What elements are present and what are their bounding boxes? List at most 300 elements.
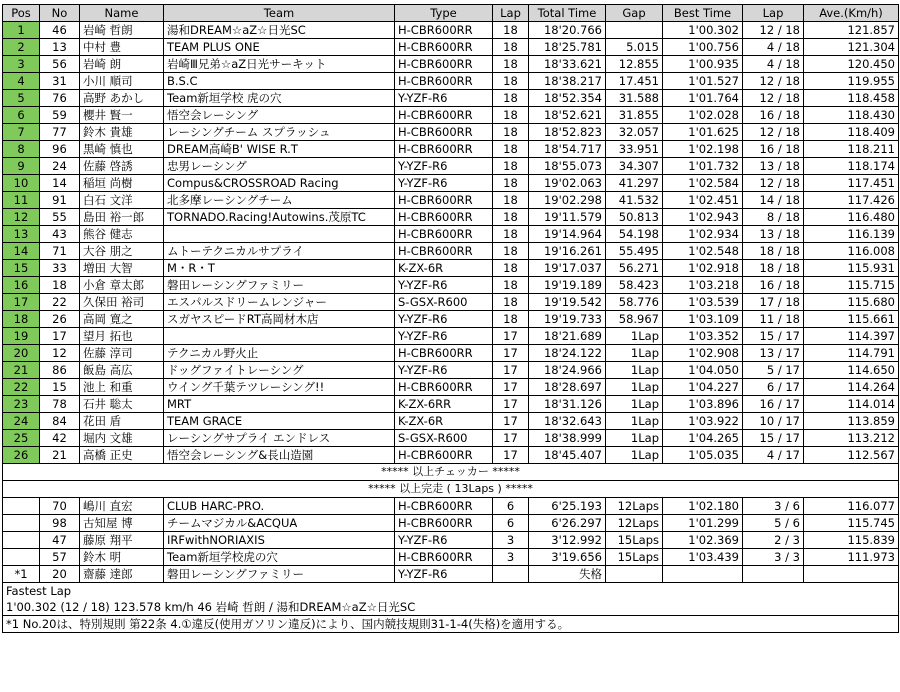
best-time: 1'02.908 <box>663 345 743 362</box>
best-lap: 13 / 18 <box>743 226 804 243</box>
average-speed: 115.661 <box>804 311 899 328</box>
machine-type: Y-YZF-R6 <box>395 175 493 192</box>
pos-cell: 13 <box>3 226 40 243</box>
team-name: 忠男レーシング <box>164 158 395 175</box>
total-time: 18'21.689 <box>529 328 606 345</box>
number-cell: 96 <box>40 141 80 158</box>
lap-count: 18 <box>493 158 529 175</box>
average-speed <box>804 566 899 583</box>
number-cell: 71 <box>40 243 80 260</box>
gap: 50.813 <box>606 209 663 226</box>
team-name: CLUB HARC-PRO. <box>164 498 395 515</box>
best-lap: 12 / 18 <box>743 73 804 90</box>
lap-count: 18 <box>493 226 529 243</box>
best-time: 1'05.035 <box>663 447 743 464</box>
best-time: 1'03.439 <box>663 549 743 566</box>
best-time: 1'02.198 <box>663 141 743 158</box>
machine-type: H-CBR600RR <box>395 141 493 158</box>
pos-cell: 18 <box>3 311 40 328</box>
machine-type: K-ZX-6RR <box>395 396 493 413</box>
average-speed: 117.426 <box>804 192 899 209</box>
average-speed: 116.139 <box>804 226 899 243</box>
table-row <box>3 56 899 73</box>
gap: 15Laps <box>606 532 663 549</box>
gap: 1Lap <box>606 379 663 396</box>
average-speed: 116.480 <box>804 209 899 226</box>
header-row <box>3 5 899 22</box>
pos-cell: 26 <box>3 447 40 464</box>
average-speed: 118.458 <box>804 90 899 107</box>
gap: 1Lap <box>606 447 663 464</box>
rider-name: 高橋 正史 <box>80 447 164 464</box>
best-time: 1'01.299 <box>663 515 743 532</box>
best-time: 1'04.227 <box>663 379 743 396</box>
rider-name: 黒崎 慎也 <box>80 141 164 158</box>
machine-type: H-CBR600RR <box>395 56 493 73</box>
table-row <box>3 311 899 328</box>
average-speed: 114.791 <box>804 345 899 362</box>
number-cell: 17 <box>40 328 80 345</box>
best-lap: 6 / 17 <box>743 379 804 396</box>
rider-name: 小川 順司 <box>80 73 164 90</box>
number-cell: 98 <box>40 515 80 532</box>
best-lap: 18 / 18 <box>743 260 804 277</box>
average-speed: 111.973 <box>804 549 899 566</box>
pos-cell: 5 <box>3 90 40 107</box>
pos-cell: *1 <box>3 566 40 583</box>
table-row <box>3 158 899 175</box>
gap: 1Lap <box>606 328 663 345</box>
number-cell: 42 <box>40 430 80 447</box>
machine-type: H-CBR600RR <box>395 243 493 260</box>
lap-count: 18 <box>493 39 529 56</box>
table-row <box>3 192 899 209</box>
machine-type: K-ZX-6R <box>395 260 493 277</box>
team-name: ムトーテクニカルサプライ <box>164 243 395 260</box>
best-time: 1'00.302 <box>663 22 743 39</box>
team-name: ドッグファイトレーシング <box>164 362 395 379</box>
rider-name: 小倉 章太郎 <box>80 277 164 294</box>
gap: 17.451 <box>606 73 663 90</box>
average-speed: 114.014 <box>804 396 899 413</box>
gap: 12.855 <box>606 56 663 73</box>
best-lap: 17 / 18 <box>743 294 804 311</box>
machine-type: H-CBR600RR <box>395 447 493 464</box>
pos-cell: 17 <box>3 294 40 311</box>
pos-cell: 20 <box>3 345 40 362</box>
best-time: 1'01.732 <box>663 158 743 175</box>
best-time: 1'00.935 <box>663 56 743 73</box>
lap-count: 18 <box>493 107 529 124</box>
best-time: 1'04.265 <box>663 430 743 447</box>
gap: 1Lap <box>606 345 663 362</box>
col-average-speed: Ave.(Km/h) <box>804 5 899 22</box>
team-name: M・R・T <box>164 260 395 277</box>
lap-count: 18 <box>493 260 529 277</box>
lap-count: 3 <box>493 549 529 566</box>
best-lap: 16 / 18 <box>743 141 804 158</box>
rider-name: 高野 あかし <box>80 90 164 107</box>
average-speed: 112.567 <box>804 447 899 464</box>
table-row <box>3 549 899 566</box>
pos-cell: 16 <box>3 277 40 294</box>
table-row <box>3 413 899 430</box>
total-time: 18'33.621 <box>529 56 606 73</box>
table-row <box>3 90 899 107</box>
pos-cell: 10 <box>3 175 40 192</box>
total-time: 19'02.063 <box>529 175 606 192</box>
average-speed: 113.212 <box>804 430 899 447</box>
table-row <box>3 566 899 583</box>
table-row <box>3 209 899 226</box>
number-cell: 84 <box>40 413 80 430</box>
total-time: 18'24.966 <box>529 362 606 379</box>
number-cell: 33 <box>40 260 80 277</box>
total-time: 6'26.297 <box>529 515 606 532</box>
table-row <box>3 175 899 192</box>
rider-name: 望月 拓也 <box>80 328 164 345</box>
team-name: 湯和DREAM☆aZ☆日光SC <box>164 22 395 39</box>
total-time: 19'16.261 <box>529 243 606 260</box>
gap: 15Laps <box>606 549 663 566</box>
average-speed: 114.650 <box>804 362 899 379</box>
best-time: 1'03.218 <box>663 277 743 294</box>
pos-cell: 23 <box>3 396 40 413</box>
total-time: 18'28.697 <box>529 379 606 396</box>
best-time <box>663 566 743 583</box>
lap-count: 17 <box>493 430 529 447</box>
average-speed: 116.077 <box>804 498 899 515</box>
table-row <box>3 22 899 39</box>
gap: 12Laps <box>606 498 663 515</box>
lap-count: 18 <box>493 175 529 192</box>
rider-name: 増田 大智 <box>80 260 164 277</box>
lap-count: 18 <box>493 243 529 260</box>
col-total-time: Total Time <box>529 5 606 22</box>
footnote-row <box>3 616 899 633</box>
total-time: 18'38.217 <box>529 73 606 90</box>
gap: 32.057 <box>606 124 663 141</box>
lap-count: 17 <box>493 396 529 413</box>
rider-name: 堀内 文雄 <box>80 430 164 447</box>
lap-count: 17 <box>493 362 529 379</box>
number-cell: 21 <box>40 447 80 464</box>
total-time: 19'14.964 <box>529 226 606 243</box>
pos-cell: 15 <box>3 260 40 277</box>
table-row <box>3 447 899 464</box>
checker-row <box>3 464 899 481</box>
team-name: TEAM PLUS ONE <box>164 39 395 56</box>
gap: 1Lap <box>606 413 663 430</box>
pos-cell <box>3 532 40 549</box>
gap: 33.951 <box>606 141 663 158</box>
average-speed: 118.211 <box>804 141 899 158</box>
best-lap: 16 / 18 <box>743 107 804 124</box>
rider-name: 岩崎 哲朗 <box>80 22 164 39</box>
rider-name: 鈴木 貴雄 <box>80 124 164 141</box>
machine-type: H-CBR600RR <box>395 107 493 124</box>
average-speed: 118.409 <box>804 124 899 141</box>
machine-type: Y-YZF-R6 <box>395 90 493 107</box>
best-time: 1'03.352 <box>663 328 743 345</box>
gap: 12Laps <box>606 515 663 532</box>
average-speed: 114.397 <box>804 328 899 345</box>
machine-type: Y-YZF-R6 <box>395 277 493 294</box>
rider-name: 飯島 高広 <box>80 362 164 379</box>
total-time: 18'32.643 <box>529 413 606 430</box>
rider-name: 池上 和重 <box>80 379 164 396</box>
total-time: 6'25.193 <box>529 498 606 515</box>
team-name: TORNADO.Racing!Autowins.茂原TC <box>164 209 395 226</box>
best-time: 1'02.451 <box>663 192 743 209</box>
machine-type: H-CBR600RR <box>395 39 493 56</box>
number-cell: 47 <box>40 532 80 549</box>
best-time: 1'03.109 <box>663 311 743 328</box>
best-time: 1'01.527 <box>663 73 743 90</box>
col-lap: Lap <box>493 5 529 22</box>
machine-type: Y-YZF-R6 <box>395 532 493 549</box>
pos-cell <box>3 498 40 515</box>
rider-name: 熊谷 健志 <box>80 226 164 243</box>
fastest-lap-text: 1'00.302 (12 / 18) 123.578 km/h 46 岩崎 哲朗 / 湯和DREAM☆aZ☆日光SC <box>3 599 899 616</box>
number-cell: 20 <box>40 566 80 583</box>
best-time: 1'01.625 <box>663 124 743 141</box>
best-lap: 18 / 18 <box>743 243 804 260</box>
lap-count: 17 <box>493 345 529 362</box>
lap-count: 17 <box>493 328 529 345</box>
fastest-lap-label: Fastest Lap <box>3 583 899 600</box>
number-cell: 59 <box>40 107 80 124</box>
best-lap: 2 / 3 <box>743 532 804 549</box>
number-cell: 18 <box>40 277 80 294</box>
average-speed: 115.745 <box>804 515 899 532</box>
team-name: 北多摩レーシングチーム <box>164 192 395 209</box>
average-speed: 115.931 <box>804 260 899 277</box>
table-row <box>3 498 899 515</box>
number-cell: 13 <box>40 39 80 56</box>
machine-type: H-CBR600RR <box>395 498 493 515</box>
lap-count: 18 <box>493 192 529 209</box>
team-name: 悟空会レーシング <box>164 107 395 124</box>
number-cell: 24 <box>40 158 80 175</box>
average-speed: 121.857 <box>804 22 899 39</box>
table-row <box>3 107 899 124</box>
lap-count: 17 <box>493 447 529 464</box>
separator-lines <box>3 464 899 498</box>
rider-name: 白石 文洋 <box>80 192 164 209</box>
machine-type: Y-YZF-R6 <box>395 158 493 175</box>
finish-line: ***** 以上完走 ( 13Laps ) ***** <box>3 481 899 498</box>
gap: 58.967 <box>606 311 663 328</box>
team-name: レーシングサプライ エンドレス <box>164 430 395 447</box>
average-speed: 121.304 <box>804 39 899 56</box>
team-name: 磐田レーシングファミリー <box>164 277 395 294</box>
number-cell: 86 <box>40 362 80 379</box>
team-name: Team新垣学校虎の穴 <box>164 549 395 566</box>
best-time: 1'00.756 <box>663 39 743 56</box>
total-time: 18'55.073 <box>529 158 606 175</box>
number-cell: 70 <box>40 498 80 515</box>
number-cell: 31 <box>40 73 80 90</box>
team-name: 悟空会レーシング&長山造園 <box>164 447 395 464</box>
rider-name: 古知屋 博 <box>80 515 164 532</box>
lap-count: 18 <box>493 141 529 158</box>
number-cell: 22 <box>40 294 80 311</box>
table-row <box>3 141 899 158</box>
best-lap: 13 / 18 <box>743 158 804 175</box>
best-lap <box>743 566 804 583</box>
rider-name: 藤原 翔平 <box>80 532 164 549</box>
total-time: 失格 <box>529 566 606 583</box>
average-speed: 118.430 <box>804 107 899 124</box>
average-speed: 120.450 <box>804 56 899 73</box>
lap-count: 18 <box>493 277 529 294</box>
pos-cell: 1 <box>3 22 40 39</box>
pos-cell: 12 <box>3 209 40 226</box>
machine-type: H-CBR600RR <box>395 192 493 209</box>
average-speed: 115.680 <box>804 294 899 311</box>
total-time: 19'19.733 <box>529 311 606 328</box>
average-speed: 114.264 <box>804 379 899 396</box>
table-row <box>3 277 899 294</box>
average-speed: 119.955 <box>804 73 899 90</box>
best-lap: 11 / 18 <box>743 311 804 328</box>
machine-type: S-GSX-R600 <box>395 430 493 447</box>
pos-cell: 9 <box>3 158 40 175</box>
fastest-lap-row <box>3 599 899 616</box>
rider-name: 佐藤 淳司 <box>80 345 164 362</box>
rider-name: 花田 盾 <box>80 413 164 430</box>
table-row <box>3 39 899 56</box>
table-row <box>3 515 899 532</box>
table-row <box>3 379 899 396</box>
total-time: 18'24.122 <box>529 345 606 362</box>
gap: 41.297 <box>606 175 663 192</box>
best-lap: 12 / 18 <box>743 90 804 107</box>
best-lap: 15 / 17 <box>743 430 804 447</box>
rider-name: 中村 豊 <box>80 39 164 56</box>
best-time: 1'03.896 <box>663 396 743 413</box>
pos-cell: 3 <box>3 56 40 73</box>
col-team: Team <box>164 5 395 22</box>
table-row <box>3 124 899 141</box>
average-speed: 118.174 <box>804 158 899 175</box>
number-cell: 12 <box>40 345 80 362</box>
lap-count: 6 <box>493 515 529 532</box>
table-row <box>3 362 899 379</box>
col-gap: Gap <box>606 5 663 22</box>
fastest-lap-label-row <box>3 583 899 600</box>
lap-count: 18 <box>493 56 529 73</box>
number-cell: 57 <box>40 549 80 566</box>
best-time: 1'02.584 <box>663 175 743 192</box>
best-time: 1'04.050 <box>663 362 743 379</box>
best-time: 1'03.922 <box>663 413 743 430</box>
average-speed: 115.715 <box>804 277 899 294</box>
team-name: チームマジカル&ACQUA <box>164 515 395 532</box>
total-time: 18'25.781 <box>529 39 606 56</box>
machine-type: Y-YZF-R6 <box>395 328 493 345</box>
number-cell: 43 <box>40 226 80 243</box>
best-lap: 13 / 17 <box>743 345 804 362</box>
pos-cell: 22 <box>3 379 40 396</box>
pos-cell: 8 <box>3 141 40 158</box>
table-row <box>3 73 899 90</box>
total-time: 19'11.579 <box>529 209 606 226</box>
best-time: 1'02.918 <box>663 260 743 277</box>
team-name: スガヤスピードRT高岡材木店 <box>164 311 395 328</box>
results-table <box>2 4 899 633</box>
machine-type: H-CBR600RR <box>395 22 493 39</box>
gap: 31.855 <box>606 107 663 124</box>
team-name <box>164 328 395 345</box>
average-speed: 113.859 <box>804 413 899 430</box>
best-lap: 4 / 18 <box>743 56 804 73</box>
table-row <box>3 260 899 277</box>
team-name: DREAM高崎B' WISE R.T <box>164 141 395 158</box>
machine-type: Y-YZF-R6 <box>395 311 493 328</box>
results-sheet <box>2 4 898 633</box>
number-cell: 14 <box>40 175 80 192</box>
rider-name: 嶋川 直宏 <box>80 498 164 515</box>
best-time: 1'02.028 <box>663 107 743 124</box>
machine-type: H-CBR600RR <box>395 124 493 141</box>
pos-cell <box>3 549 40 566</box>
number-cell: 78 <box>40 396 80 413</box>
team-name: 岩崎Ⅲ兄弟☆aZ日光サーキット <box>164 56 395 73</box>
team-name <box>164 226 395 243</box>
team-name: IRFwithNORIAXIS <box>164 532 395 549</box>
best-lap: 3 / 6 <box>743 498 804 515</box>
rider-name: 齋藤 達郎 <box>80 566 164 583</box>
col-type: Type <box>395 5 493 22</box>
total-time: 18'52.621 <box>529 107 606 124</box>
table-row <box>3 396 899 413</box>
number-cell: 76 <box>40 90 80 107</box>
lap-count: 17 <box>493 413 529 430</box>
pos-cell: 14 <box>3 243 40 260</box>
total-time: 18'52.354 <box>529 90 606 107</box>
table-row <box>3 430 899 447</box>
machine-type: H-CBR600RR <box>395 345 493 362</box>
lap-count: 18 <box>493 22 529 39</box>
table-row <box>3 532 899 549</box>
gap: 1Lap <box>606 430 663 447</box>
pos-cell: 24 <box>3 413 40 430</box>
checker-line: ***** 以上チェッカー ***** <box>3 464 899 481</box>
total-time: 18'54.717 <box>529 141 606 158</box>
machine-type: H-CBR600RR <box>395 226 493 243</box>
machine-type: H-CBR600RR <box>395 549 493 566</box>
gap <box>606 566 663 583</box>
total-time: 19'17.037 <box>529 260 606 277</box>
lap-count: 17 <box>493 379 529 396</box>
col-no: No <box>40 5 80 22</box>
total-time: 3'19.656 <box>529 549 606 566</box>
lap-count: 18 <box>493 124 529 141</box>
rider-name: 鈴木 明 <box>80 549 164 566</box>
rider-name: 大谷 朋之 <box>80 243 164 260</box>
rider-name: 稲垣 尚樹 <box>80 175 164 192</box>
best-lap: 8 / 18 <box>743 209 804 226</box>
table-row <box>3 243 899 260</box>
best-time: 1'02.934 <box>663 226 743 243</box>
gap: 58.776 <box>606 294 663 311</box>
pos-cell: 19 <box>3 328 40 345</box>
gap: 31.588 <box>606 90 663 107</box>
machine-type: Y-YZF-R6 <box>395 566 493 583</box>
machine-type: H-CBR600RR <box>395 73 493 90</box>
